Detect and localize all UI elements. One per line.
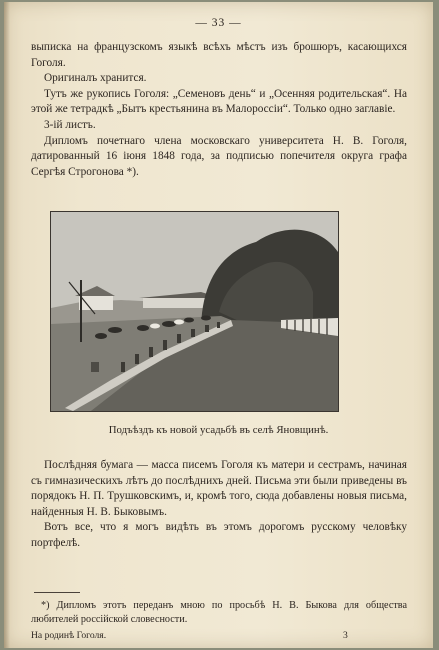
paragraph: Вотъ все, что я могъ видѣть въ этомъ дорогомъ русскому человѣку портфелѣ. bbox=[31, 521, 407, 549]
book-page bbox=[4, 2, 433, 648]
footer-signature: На родинѣ Гоголя. bbox=[31, 630, 107, 641]
paragraph: Тутъ же рукопись Гоголя: „Семеновъ день“ и „Осенняя родительская“. На этой же тетрадкѣ „Бытъ крестьянина въ Малороссіи“. Только одно заглавіе. bbox=[31, 87, 407, 116]
page-number: — 33 — bbox=[195, 17, 242, 29]
footnote-text: *) Дипломъ этотъ переданъ мною по просьбѣ Н. В. Быкова для общества любителей россійской словесности. bbox=[31, 600, 407, 625]
paragraph: Послѣдняя бумага — масса писемъ Гоголя къ матери и сестрамъ, начиная съ гимназическихъ лѣтъ до послѣднихъ дней. Письма эти были приведены въ порядокъ Н. П. Трушковскимъ, и, кромѣ того, сюда добавлены новыя письма, найденныя Н. В. Быковымъ. bbox=[31, 459, 407, 518]
estate-photo bbox=[50, 211, 339, 412]
paragraph: 3-ій листъ. bbox=[44, 118, 96, 131]
paragraph: выписка на французскомъ языкѣ всѣхъ мѣстъ изъ брошюръ, касающихся Гоголя. bbox=[31, 41, 407, 69]
text-block-bottom bbox=[31, 458, 407, 552]
photo-caption: Подъѣздъ къ новой усадьбѣ въ селѣ Яновщинѣ. bbox=[108, 424, 329, 436]
footnote bbox=[31, 599, 407, 626]
paragraph: Оригиналъ хранится. bbox=[44, 72, 147, 85]
footnote-rule bbox=[34, 592, 80, 593]
paragraph: Дипломъ почетнаго члена московскаго университета Н. В. Гоголя, датированный 16 іюня 1848 года, за подписью попечителя округа графа Сергѣя Строгонова *). bbox=[31, 134, 407, 178]
text-block-top bbox=[31, 40, 407, 180]
footer-sheet-number: 3 bbox=[343, 630, 348, 641]
